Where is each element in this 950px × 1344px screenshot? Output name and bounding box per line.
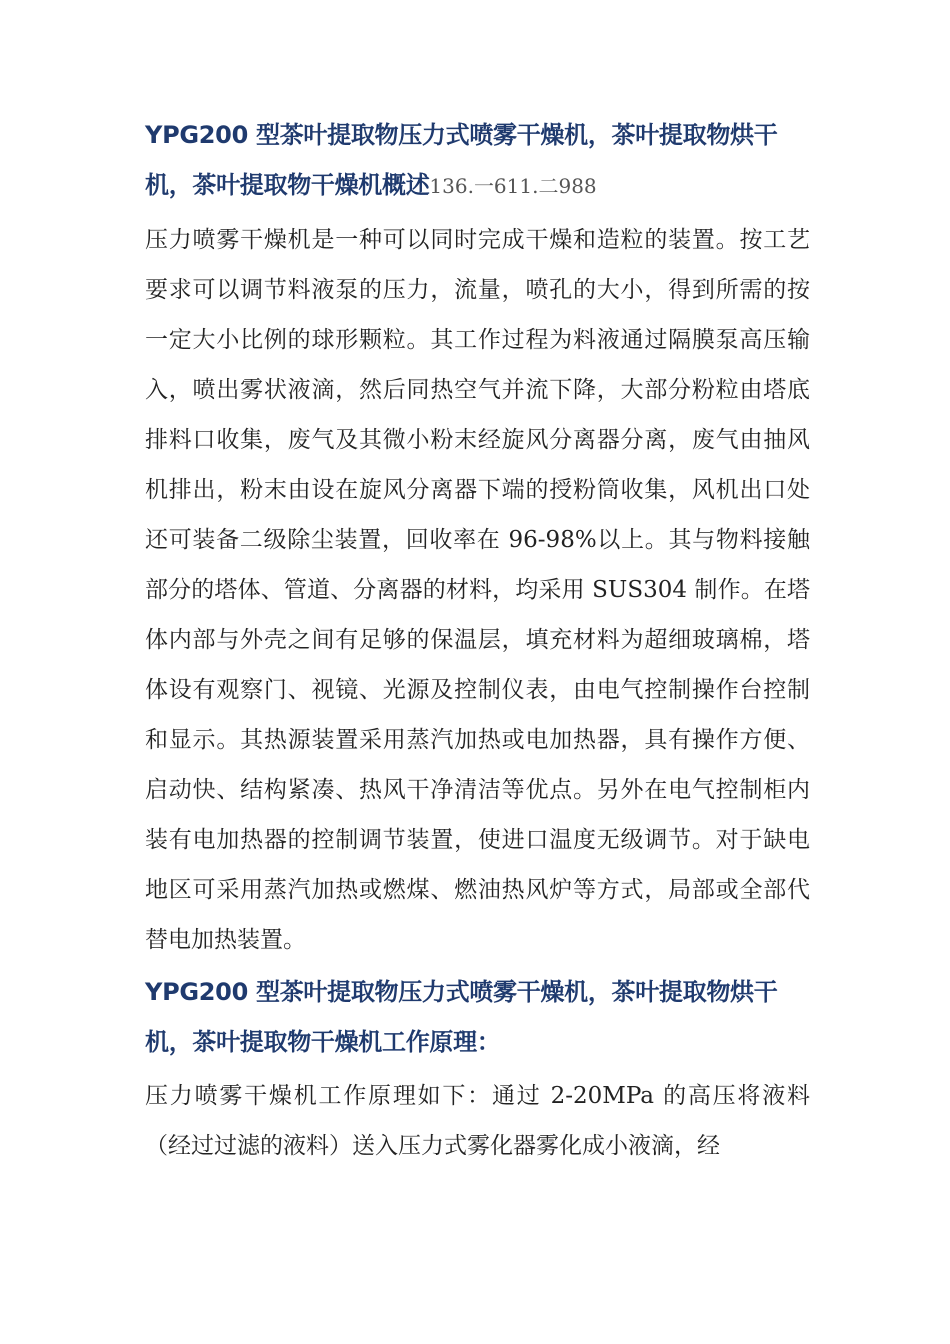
contact-phone: 136.一611.二988: [429, 174, 597, 198]
working-principle-paragraph: 压力喷雾干燥机工作原理如下：通过 2-20MPa 的高压将液料（经过过滤的液料）送入压力式雾化器雾化成小液滴，经: [145, 1083, 810, 1159]
overview-heading: [145, 110, 810, 211]
overview-heading-text: YPG200 型茶叶提取物压力式喷雾干燥机，茶叶提取物烘干机，茶叶提取物干燥机概述: [145, 121, 778, 199]
document-page: [145, 110, 810, 1171]
overview-paragraph: 压力喷雾干燥机是一种可以同时完成干燥和造粒的装置。按工艺要求可以调节料液泵的压力，流量，喷孔的大小，得到所需的按一定大小比例的球形颗粒。其工作过程为料液通过隔膜泵高压输入，喷出雾状液滴，然后同热空气并流下降，大部分粉粒由塔底排料口收集，废气及其微小粉末经旋风分离器分离，废气由抽风机排出，粉末由设在旋风分离器下端的授粉筒收集，风机出口处还可装备二级除尘装置，回收率在 96-98%以上。其与物料接触部分的塔体、管道、分离器的材料，均采用 SUS304 制作。在塔体内部与外壳之间有足够的保温层，填充材料为超细玻璃棉，塔体设有观察门、视镜、光源及控制仪表，由电气控制操作台控制和显示。其热源装置采用蒸汽加热或电加热器，具有操作方便、启动快、结构紧凑、热风干净清洁等优点。另外在电气控制柜内装有电加热器的控制调节装置，使进口温度无级调节。对于缺电地区可采用蒸汽加热或燃煤、燃油热风炉等方式，局部或全部代替电加热装置。: [145, 227, 810, 953]
working-principle-heading: YPG200 型茶叶提取物压力式喷雾干燥机，茶叶提取物烘干机，茶叶提取物干燥机工作原理：: [145, 978, 778, 1056]
